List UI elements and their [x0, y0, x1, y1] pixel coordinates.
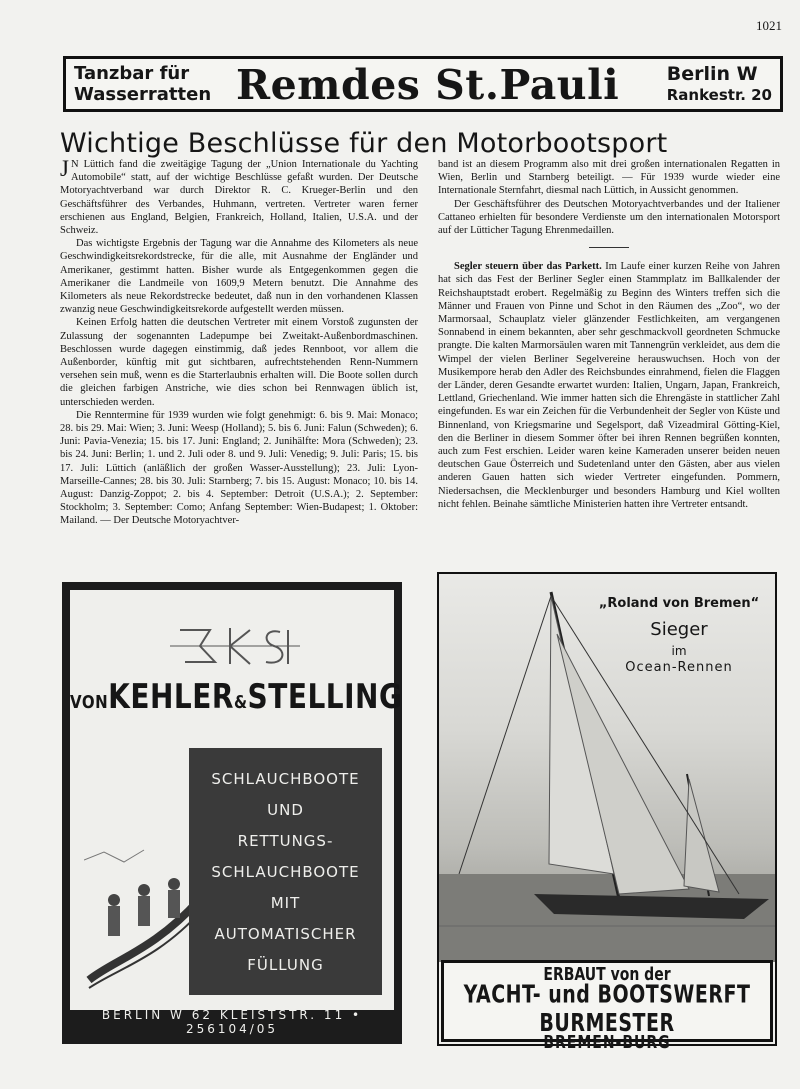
product-line-5: MIT — [270, 894, 301, 912]
top-advertisement-banner — [63, 56, 783, 112]
product-line-6: AUTOMATISCHER — [214, 925, 357, 943]
article-paragraph-1: J N Lüttich fand die zweitägige Tagung der „Union Internationale du Yachting Automobile“ statt, auf der wichtige Beschlüsse gefaßt wurden. Der Deutsche Motoryachtverband war durch Direktor R. C. Krueger-Berlin und den Geschäftsführer des Verbandes, Huhmann, vertreten. Vertreter waren ferner erschienen aus England, Belgien, Frankreich, Holland, Italien, U.S.A. und der Schweiz. — [60, 156, 418, 237]
winner-label: Sieger — [650, 619, 708, 640]
product-line-4: SCHLAUCHBOOTE — [211, 863, 360, 881]
yacht-caption — [579, 596, 775, 675]
product-line-2: UND — [267, 801, 304, 819]
banner-slogan — [74, 63, 224, 105]
ad-footer-address: BERLIN W 62 KLEISTSTR. 11 • 256104/05 — [101, 1008, 363, 1036]
article-paragraph-3: Keinen Erfolg hatten die deutschen Vertreter mit einem Vorstoß zugunsten der Zulassung der sogenannten Ladepumpe bei Zweitakt-Außenbordmaschinen. Beschlossen wurde dagegen einstimmig, daß jedes Rennboot, vor allem die Außenborder, künftig mit gut sichtbaren, aufrechtstehenden Renn-Nummern versehen sein muß, wenn es die Starterlaubnis erhalten will. Die Boote sollen durch die gleichen farbigen Anstriche, wie dies schon bei Rennwagen üblich ist, unterschieden werden. — [60, 317, 418, 408]
drop-cap: J — [60, 156, 69, 181]
article-paragraph-5: band ist an diesem Programm also mit drei großen internationalen Regatten in Wien, Berlin und Starnberg beteiligt. — Für 1939 wurde wieder eine Internationale Sternfahrt, diesmal nach Lüttich, in Aussicht genommen. — [438, 159, 780, 197]
article-headline: Wichtige Beschlüsse für den Motorbootsport — [60, 128, 668, 159]
segler-title: Segler steuern über das Parkett. — [454, 261, 602, 273]
article-paragraph-6: Der Geschäftsführer des Deutschen Motoryachtverbandes und der Italiener Cattaneo erhielten für besondere Verdienste um den internationalen Motorsport auf der Lütticher Tagung Ehrenmedaillen. — [438, 198, 780, 237]
banner-slogan-line1: Tanzbar für — [74, 63, 190, 84]
brand-name: VONKEHLER&STELLING — [70, 676, 403, 717]
kehler-stelling-advertisement — [62, 582, 402, 1044]
page-number: 1021 — [756, 18, 782, 33]
article-paragraph-2: Das wichtigste Ergebnis der Tagung war die Annahme des Kilometers als neue Geschwindigkeitsrekordstrecke, für die alle, mit Ausnahme der Engländer und Amerikaner, gestimmt hatten. Bisher wurde als Entgegenkommen gegen die Amerikaner die Landmeile von 1609,9 Metern benutzt. Die Annahme des Kilometers als neue Rekordstrecke bedeutet, daß nun in den vorhandenen Klassen zwanzig neue Geschwindigkeitsrekorde aufgestellt werden müssen. — [60, 238, 418, 316]
yacht-name: „Roland von Bremen“ — [598, 596, 760, 611]
product-line-7: FÜLLUNG — [247, 956, 324, 974]
product-box — [189, 748, 382, 995]
sailing-yacht-photo — [439, 574, 775, 962]
banner-address-city: Berlin W — [666, 63, 758, 85]
banner-address-street: Rankestr. 20 — [666, 86, 772, 104]
shipyard-box — [441, 960, 773, 1053]
banner-slogan-line2: Wasserratten — [74, 84, 212, 105]
article-column-left — [60, 158, 418, 528]
banner-address — [667, 63, 772, 105]
section-divider — [589, 247, 629, 248]
product-line-3: RETTUNGS- — [237, 832, 334, 850]
in-label: im — [671, 644, 687, 658]
built-by-label: ERBAUT von der — [543, 965, 671, 985]
race-name: Ocean-Rennen — [625, 660, 733, 675]
burmester-advertisement — [437, 572, 777, 1053]
segler-paragraph: Segler steuern über das Parkett. Im Laufe einer kurzen Reihe von Jahren hat sich das Fest der Berliner Segler einen Stammplatz im Ballkalender der Reichshauptstadt erobert. Regelmäßig zu Beginn des Winters treffen sich die Männer und Frauen von Pinne und Schot in den Räumen des „Zoo“, wo der Marmorsaal, Schauplatz vieler glänzender Festlichkeiten, am vergangenen Sonnabend in einem bekannten, aber sehr geschmackvoll geordneten Schmucke prangte. Die kalten Marmorsäulen waren mit Tannengrün verkleidet, aus dem die Wimpel der vielen Berliner Segelvereine herauswuchsen. Hoch von der Musikempore herab den Adler des Reichsbundes einrahmend, fielen die Flaggen der Länder, deren Gesandte erwartet wurden: Italien, Ungarn, Japan, Frankreich, Lettland, Griechenland. Wie immer hatten sich die Ehrengäste in stattlicher Zahl eingefunden. Es war ein Zeichen für die Verbundenheit der Segler von Küste und Binnenland, von Kriegsmarine und Segelsport, daß Vizeadmiral Götting-Kiel, den die Berliner in diesem Sommer öfter bei ihren Rennen begrüßen konnten, auch zum Fest erschien. Leider waren keine Kameraden unserer beiden neuen deutschen Gaue Österreich und Sudetenland unter den Gästen, aber aus vielen anderen Gauen hatten sich wieder Vertreter eingefunden. Pommern, Niedersachsen, die Mecklenburger und besonders Hamburg und Kiel wollten nicht fehlen. Beinahe sämtliche Ministerien hatten ihre Vertreter entsandt. — [438, 261, 780, 510]
kehler-stelling-logo — [170, 620, 300, 672]
article-column-right — [438, 158, 780, 511]
article-paragraph-4: Die Renntermine für 1939 wurden wie folgt genehmigt: 6. bis 9. Mai: Monaco; 28. bis 29. Mai: Wien; 3. Juni: Weesp (Holland); 5. bis 6. Juni: Falun (Schweden); 6. Juni: Pavia-Venezia; 15. bis 17. Juni: England; 2. Junihälfte: Mora (Schweden); 23. bis 24. Juni: Berlin; 1. und 2. Juli oder 8. und 9. Juli: Venedig; 9. Juli: Paris; 15. bis 17. Juli: Lüttich (anläßlich der großen Wasser-Ausstellung); 23. Juli: Lyon-Marseille-Cannes; 28. bis 30. Juli: Starnberg; 7. bis 15. August: Monaco; 10. bis 14. August: Danzig-Zoppot; 2. bis 4. September: Detroit (U.S.A.); 2. September: Stockholm; 3. September: Como; Anfang September: Wien-Budapest; 1. Oktober: Mailand. — Der Deutsche Motoryachtver- — [60, 409, 418, 527]
product-line-1: SCHLAUCHBOOTE — [211, 770, 360, 788]
soldiers-with-boat-illustration — [84, 840, 204, 990]
shipyard-location: BREMEN-BURG — [543, 1033, 671, 1053]
shipyard-name: YACHT- und BOOTSWERFT BURMESTER — [463, 980, 751, 1038]
banner-venue-name: Remdes St.Pauli — [236, 61, 620, 109]
